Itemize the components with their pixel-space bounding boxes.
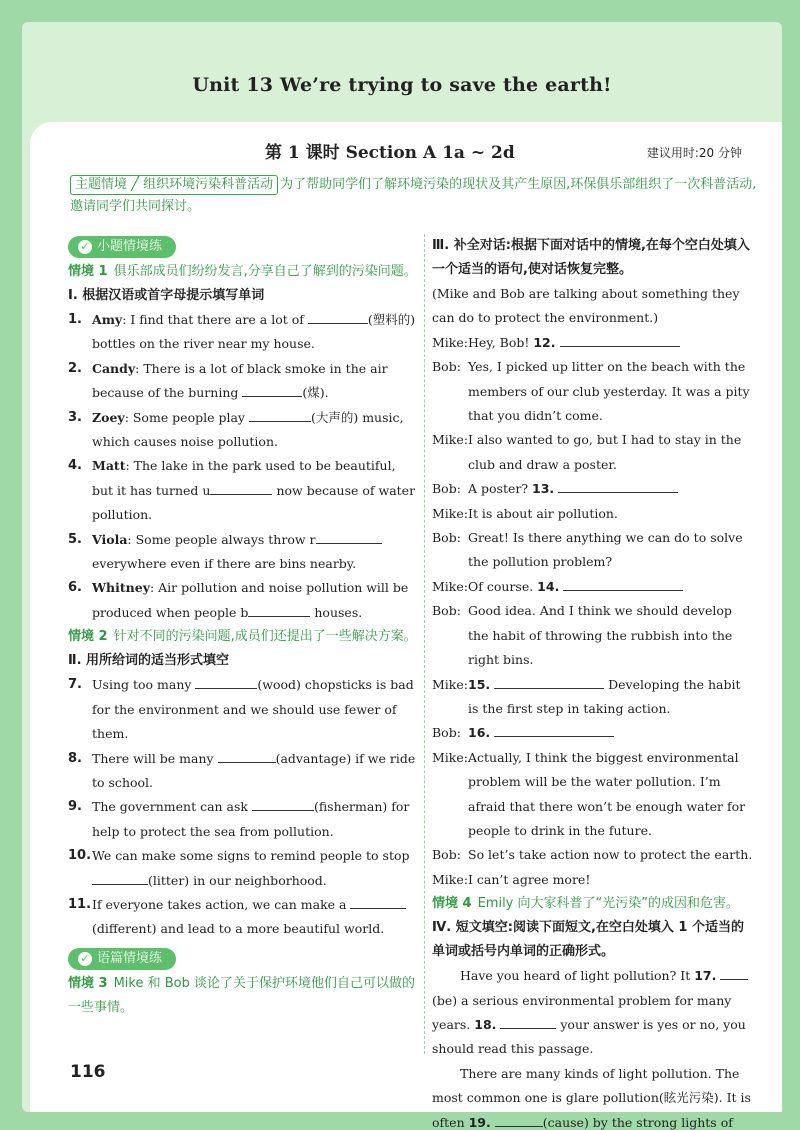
section-heading: Ⅰ. 根据汉语或首字母提示填写单词 xyxy=(68,288,265,303)
question-10: 10. We can make some signs to remind people to stop (litter) in our neighborhood. xyxy=(68,848,410,888)
answer-blank[interactable] xyxy=(242,383,302,397)
page-frame xyxy=(22,22,782,1130)
dialogue-line: Mike: Actually, I think the biggest environmental problem will be the water pollution. I’m afraid that there won’t be enough water for people to drink in the future. xyxy=(432,749,746,838)
answer-blank[interactable] xyxy=(308,310,368,324)
question-1: 1. Amy: I find that there are a lot of (塑料的) bottles on the river near my house. xyxy=(68,312,416,352)
dialogue-line: Bob: Yes, I picked up litter on the beach with the members of our club yesterday. It was a pity that you didn’t come. xyxy=(432,359,750,424)
page-number: 116 xyxy=(70,1062,106,1082)
unit-title: Unit 13 We’re trying to save the earth! xyxy=(192,74,612,96)
intro xyxy=(70,174,760,218)
section-pill: ✓ 语篇情境练 xyxy=(68,948,176,970)
question-8: 8. There will be many (advantage) if we ride to school. xyxy=(68,750,416,790)
question-7: 7. Using too many (wood) chopsticks is bad for the environment and we should use fewer of them. xyxy=(68,677,414,742)
dialogue-line: Mike: It is about air pollution. xyxy=(432,505,618,521)
answer-blank[interactable] xyxy=(560,333,680,347)
answer-blank[interactable] xyxy=(720,966,748,980)
question-5: 5. Viola: Some people always throw r everywhere even if there are bins nearby. xyxy=(68,528,420,577)
section-pill: ✓ 小题情境练 xyxy=(68,236,176,258)
dialogue-line: Bob: Great! Is there anything we can do to solve the pollution problem? xyxy=(432,530,743,570)
answer-blank[interactable] xyxy=(350,895,406,909)
check-icon: ✓ xyxy=(78,240,92,254)
scene-4: 情境 4 Emily 向大家科普了“光污染”的成因和危害。 xyxy=(432,896,739,912)
question-4: 4. Matt: The lake in the park used to be beautiful, but it has turned u now because of water pollution. xyxy=(68,458,416,523)
dialogue-line: Mike: Of course. 14. xyxy=(432,575,754,599)
answer-blank[interactable] xyxy=(249,408,311,422)
answer-blank[interactable] xyxy=(495,1113,543,1127)
lesson-title: 第 1 课时 Section A 1a ~ 2d xyxy=(265,143,515,163)
section-heading: Ⅱ. 用所给词的适当形式填空 xyxy=(68,653,230,669)
scene-1: 情境 1 俱乐部成员们纷纷发言,分享自己了解到的污染问题。 xyxy=(68,264,417,279)
check-icon: ✓ xyxy=(78,952,92,966)
answer-blank[interactable] xyxy=(218,749,276,763)
answer-blank[interactable] xyxy=(248,603,310,617)
answer-blank[interactable] xyxy=(558,479,678,493)
intro-text: 为了帮助同学们了解环境污染的现状及其产生原因,环保俱乐部组织了一次科普活动,邀请同学们共同探讨。 xyxy=(70,177,757,214)
answer-blank[interactable] xyxy=(494,723,614,737)
dialogue-line: Mike: I also wanted to go, but I had to stay in the club and draw a poster. xyxy=(432,432,742,472)
answer-blank[interactable] xyxy=(195,675,257,689)
dialogue-line: Mike: Hey, Bob! 12. xyxy=(432,331,754,355)
dialogue-line: Bob: So let’s take action now to protect the earth. xyxy=(432,847,753,863)
lesson-bar xyxy=(30,136,782,166)
answer-blank[interactable] xyxy=(500,1015,556,1029)
dialogue-line: Bob: Good idea. And I think we should develop the habit of throwing the rubbish into the right bins. xyxy=(432,603,733,668)
passage-paragraph: There are many kinds of light pollution. The most common one is glare pollution(眩光污染). It is often 19. (cause) by the strong lights of xyxy=(432,1065,751,1130)
answer-blank[interactable] xyxy=(252,797,314,811)
dialogue-line: Mike: I can’t agree more! xyxy=(432,871,591,887)
theme-tag: 主题情境 ╱ 组织环境污染科普活动 xyxy=(70,175,278,195)
scene-2: 情境 2 针对不同的污染问题,成员们还提出了一些解决方案。 xyxy=(68,629,417,645)
question-3: 3. Zoey: Some people play (大声的) music, which causes noise pollution. xyxy=(68,409,404,450)
passage-paragraph: Have you heard of light pollution? It 17. (be) a serious environmental problem for many years. 18. your answer is yes or no, you should read this passage. xyxy=(432,964,754,1062)
column-divider xyxy=(424,234,425,1054)
question-6: 6. Whitney: Air pollution and noise pollution will be produced when people b houses. xyxy=(68,580,409,620)
answer-blank[interactable] xyxy=(494,675,604,689)
dialogue-line: Bob: A poster? 13. xyxy=(432,477,754,501)
answer-blank[interactable] xyxy=(92,871,148,885)
question-11: 11. If everyone takes action, we can make a (different) and lead to a more beautiful world. xyxy=(68,893,420,942)
worksheet xyxy=(30,122,782,1130)
question-2: 2. Candy: There is a lot of black smoke in the air because of the burning (煤). xyxy=(68,360,388,401)
suggested-time: 建议用时:20 分钟 xyxy=(646,146,742,160)
dialogue-line: Bob: 16. xyxy=(432,721,754,745)
dialogue-setting: (Mike and Bob are talking about something they can do to protect the environment.) xyxy=(432,286,740,326)
answer-blank[interactable] xyxy=(316,530,382,544)
scene-3: 情境 3 Mike 和 Bob 谈论了关于保护环境他们自己可以做的一些事情。 xyxy=(68,975,415,1015)
section-heading: Ⅳ. 短文填空:阅读下面短文,在空白处填入 1 个适当的单词或括号内单词的正确形式。 xyxy=(432,920,744,960)
answer-blank[interactable] xyxy=(563,577,683,591)
question-9: 9. The government can ask (fisherman) for help to protect the sea from pollution. xyxy=(68,799,410,839)
right-column xyxy=(432,234,754,1130)
section-heading: Ⅲ. 补全对话:根据下面对话中的情境,在每个空白处填入一个适当的语句,使对话恢复完整。 xyxy=(432,238,750,277)
answer-blank[interactable] xyxy=(210,481,272,495)
dialogue-line: Mike: 15. Developing the habit is the first step in taking action. xyxy=(432,676,741,716)
left-column xyxy=(68,234,420,1020)
